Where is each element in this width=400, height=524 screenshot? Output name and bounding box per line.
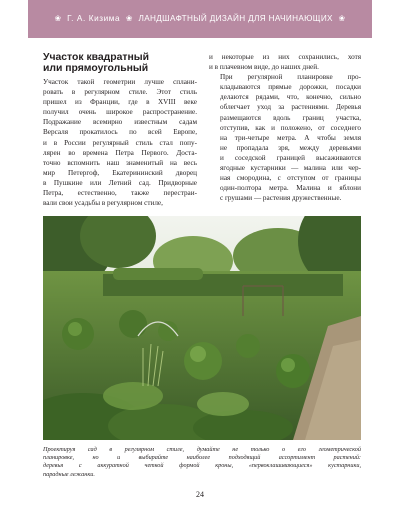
header-book-title: ЛАНДШАФТНЫЙ ДИЗАЙН ДЛЯ НАЧИНАЮЩИХ — [138, 14, 333, 23]
text-line: Участок такой геометрии лучше сплани- — [43, 78, 197, 86]
text-line: один-полтора метра. Малина и яблони — [220, 184, 361, 193]
left-paragraph-1 — [43, 77, 197, 208]
text-line: лярен во времена Петра Первого. Доста- — [43, 148, 197, 157]
text-line: точно вспомнить наш знаменитый на весь — [43, 158, 197, 167]
ornament-mid-icon: ❀ — [125, 14, 133, 23]
header-author: Г. А. Кизима — [67, 14, 121, 23]
text-line: на три-четыре метра. А чтобы земля — [220, 133, 361, 142]
text-line: кладываются прямые дорожки, посадки — [220, 83, 361, 92]
left-column — [43, 77, 197, 208]
text-line: делаются рядами, что, конечно, сильно — [220, 93, 361, 102]
text-line: При регулярной планировке про- — [220, 73, 361, 82]
text-line: получил очень широкое распространение. — [43, 108, 197, 117]
text-line: Петра, естественно, также перестраи- — [43, 189, 197, 198]
header-band — [28, 0, 372, 38]
text-line: размещаются вдоль границ участка, — [220, 113, 361, 122]
text-line: ягодные кустарники — малина или чер- — [220, 164, 361, 173]
page-number: 24 — [196, 490, 204, 499]
text-line: ная смородина, с отступом от границы — [220, 174, 361, 183]
ornament-left-icon: ❀ — [54, 14, 62, 23]
garden-photo — [43, 216, 361, 440]
right-paragraph-2 — [209, 72, 361, 203]
section-heading — [43, 52, 203, 74]
right-column — [209, 52, 361, 203]
caption-line: Проектируя сад в регулярном стиле, думайте не только о его геометрической — [43, 446, 361, 453]
ornament-right-icon: ❀ — [338, 14, 346, 23]
caption-line: парадные лежанки. — [43, 470, 95, 478]
text-line: пришел из Франции, где в XVIII веке — [43, 98, 197, 107]
right-paragraph-1 — [209, 52, 361, 72]
text-line: и в плачевном виде, до наших дней. — [209, 63, 319, 72]
text-line: отступив, как и положено, от соседнего — [220, 123, 361, 132]
text-line: с грушами — растения дружественные. — [220, 194, 342, 203]
garden-photo-illustration — [43, 216, 361, 440]
text-line: облегчает уход за растениями. Деревья — [220, 103, 361, 112]
text-line: вали свои усадьбы в регулярном стиле, — [43, 199, 163, 208]
text-line: мир Петергоф, Екатерининский дворец — [43, 168, 197, 177]
text-line: ровать в регулярном стиле. Этот стиль — [43, 88, 197, 97]
text-line: Версаля прокатилось по всей Европе, — [43, 128, 197, 137]
running-header — [28, 14, 372, 23]
caption-line: планировке, но и выбирайте наиболее подходящий ассортимент растений: — [43, 454, 361, 462]
heading-line-2: или прямоугольный — [43, 63, 149, 74]
text-line: Подражание всемирно известным садам — [43, 118, 197, 127]
photo-caption — [43, 446, 361, 479]
text-line: и некоторые из них сохранились, хотя — [209, 53, 361, 61]
text-line: и соседской границей высаживаются — [220, 153, 361, 162]
text-line: и в России регулярный стиль стал попу- — [43, 138, 197, 147]
caption-line: деревья с аккуратной четкой формой кроны, «первоклашивающиеся» кустарники, — [43, 462, 361, 470]
heading-line-1: Участок квадратный — [43, 52, 150, 63]
text-line: не пропадала зря, между деревьями — [220, 143, 361, 152]
text-line: в Пушкине или Летний сад. Придворные — [43, 178, 197, 187]
